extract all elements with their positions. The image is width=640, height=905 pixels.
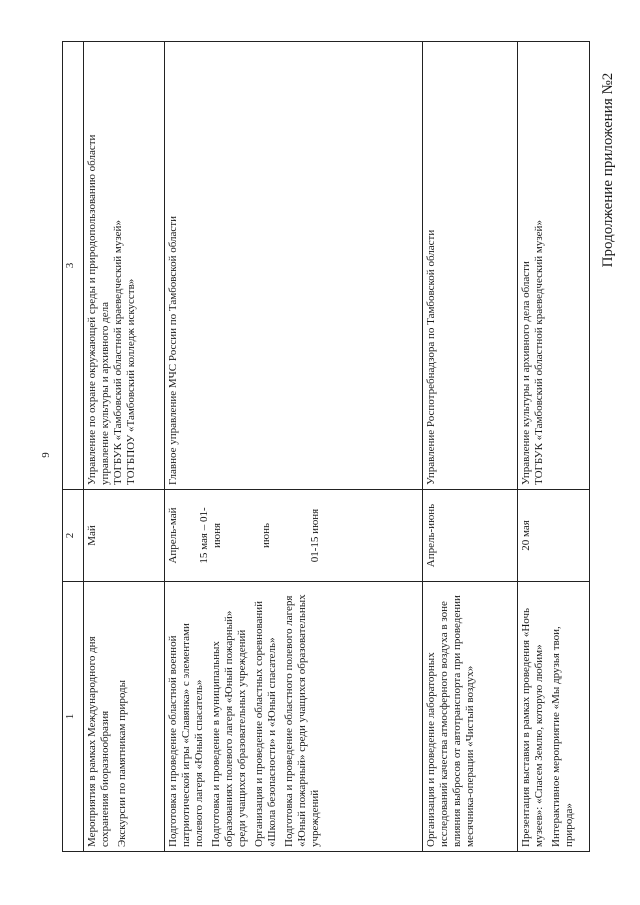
header-col-2: 2 <box>63 490 84 582</box>
responsible-text: Управление культуры и архивного дела области <box>519 261 532 485</box>
responsible-cell <box>164 42 423 490</box>
date-text: Апрель-май <box>166 507 179 564</box>
events-cell <box>83 582 164 852</box>
responsible-text: ТОГБУК «Тамбовский областной краеведческий музей» <box>111 220 124 485</box>
responsible-cell <box>517 42 589 490</box>
event-text: Экскурсии по памятникам природы <box>115 679 128 847</box>
responsible-cell <box>423 42 517 490</box>
event-text: Организация и проведение лабораторных исследований качества атмосферного воздуха в зоне влияния выбросов от автотранспорта при проведении месячника-операции «Чистый воздух» <box>425 595 477 847</box>
appendix-title: Продолжение приложения №2 <box>600 72 616 268</box>
event-text: Подготовка и проведение областной военной патриотической игры «Славянка» с элементами полевого лагеря «Юный спасатель» <box>166 623 205 847</box>
date-text: июнь <box>259 523 272 549</box>
table-row <box>423 42 517 852</box>
responsible-text: управление культуры и архивного дела <box>98 301 111 485</box>
responsible-text: Управление по охране окружающей среды и природопользованию области <box>85 134 98 485</box>
header-col-3: 3 <box>63 42 84 490</box>
table-row <box>83 42 164 852</box>
event-text: Интерактивное мероприятие «Мы друзья твои, природа» <box>549 626 575 847</box>
event-text: Подготовка и проведение в муниципальных образованиях полевого лагеря «Юный пожарный» среди учащихся образовательных учреждений <box>209 610 248 847</box>
events-cell <box>164 582 423 852</box>
events-cell <box>517 582 589 852</box>
date-text: 20 мая <box>519 520 532 551</box>
dates-cell <box>423 490 517 582</box>
responsible-text: ТОГБПОУ «Тамбовский колледж искусств» <box>124 278 137 485</box>
event-text: Организация и проведение областных соревнований «Школа безопасности» и «Юный спасатель» <box>252 600 278 847</box>
date-text: 15 мая – 01- июня <box>197 507 223 564</box>
event-text: Мероприятия в рамках Международного дня сохранения биоразнообразия <box>85 636 111 847</box>
responsible-text: Управление Роспотребнадзора по Тамбовской области <box>425 229 438 485</box>
rotated-table-container <box>62 42 590 852</box>
dates-cell <box>83 490 164 582</box>
responsible-text: ТОГБУК «Тамбовский областной краеведческий музей» <box>532 220 545 485</box>
responsible-cell <box>83 42 164 490</box>
date-text: Май <box>85 525 98 546</box>
dates-cell <box>164 490 423 582</box>
event-text: Презентация выставки в рамках проведения «Ночь музеев»: «Спасем Землю, которую любим» <box>519 607 545 847</box>
header-col-1: 1 <box>63 582 84 852</box>
events-cell <box>423 582 517 852</box>
table-row <box>517 42 589 852</box>
page-number: 9 <box>40 452 52 458</box>
date-text: 01-15 июня <box>308 508 321 563</box>
events-table <box>62 41 590 852</box>
dates-cell <box>517 490 589 582</box>
date-text: Апрель-июнь <box>425 503 438 568</box>
table-row <box>164 42 423 852</box>
event-text: Подготовка и проведение областного полевого лагеря «Юный пожарный» среди учащихся образовательных учреждений <box>282 594 321 847</box>
responsible-text: Главное управление МЧС России по Тамбовской области <box>166 216 179 485</box>
header-row <box>63 42 84 852</box>
